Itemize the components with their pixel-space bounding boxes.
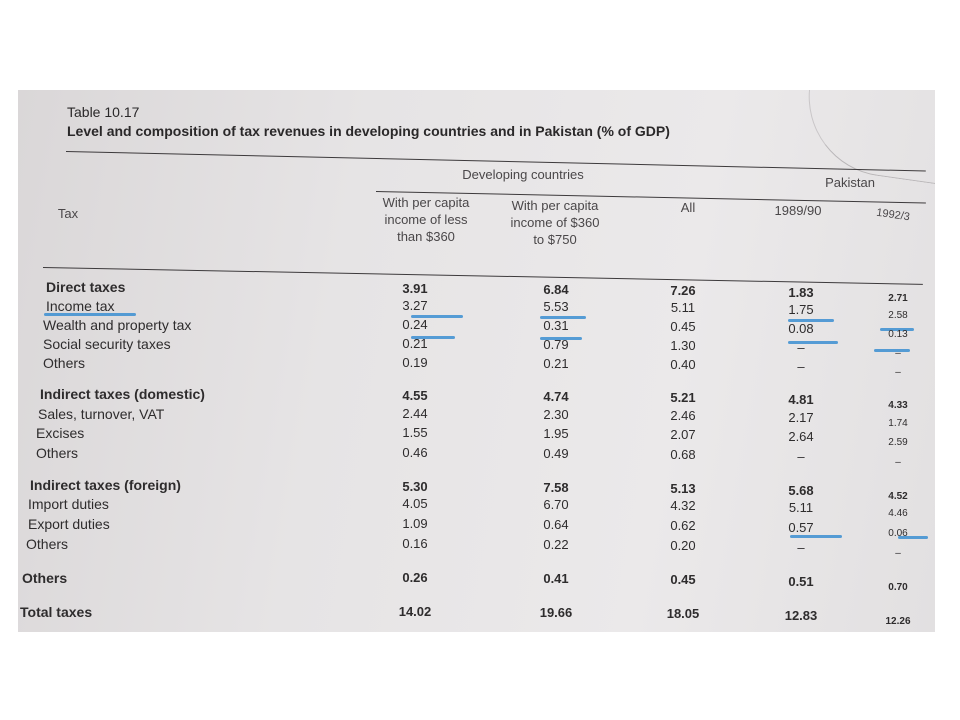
table-cell: 1.09 [402,516,428,531]
table-cell: 5.11 [788,500,814,515]
table-cell: 4.32 [670,498,696,513]
table-cell: 2.71 [888,293,908,304]
row-label: Others [36,445,79,461]
row-label: Excises [36,425,85,441]
table-cell: 0.06 [888,528,908,539]
table-cell: 0.20 [670,538,696,553]
table-number: Table 10.17 [67,104,140,120]
row-label: Income tax [46,298,115,314]
table-cell: 0.08 [788,321,814,336]
table-cell: – [895,367,901,378]
col-dev-low-heading: With per capita income of less than $360 [382,195,470,244]
table-cell: 4.52 [888,491,908,502]
row-label: Import duties [28,496,109,512]
table-cell: 2.44 [402,406,428,421]
row-label: Others [26,536,69,552]
table-cell: 7.26 [670,283,696,298]
table-cell: 0.26 [402,570,428,585]
table-cell: 0.21 [543,356,569,371]
table-cell: 5.13 [670,481,696,496]
table-cell: 0.21 [402,336,428,351]
table-cell: 2.58 [888,310,908,321]
table-cell: 1.83 [788,285,814,300]
table-cell: 2.07 [670,427,696,442]
table-cell: 2.17 [788,410,814,425]
table-cell: 0.51 [788,574,814,589]
table-cell: 2.30 [543,407,569,422]
table-cell: 3.91 [402,281,428,296]
table-cell: – [797,340,805,355]
table-cell: 4.33 [888,400,908,411]
table-cell: 4.81 [788,392,814,407]
table-cell: – [797,359,805,374]
group-pakistan-heading: Pakistan [825,175,875,190]
table-cell: 19.66 [539,605,573,620]
col-tax-heading: Tax [57,206,79,221]
table-cell: 12.26 [885,616,911,627]
table-cell: 5.21 [670,390,696,405]
table-cell: – [797,449,805,464]
table-cell: 0.45 [670,319,696,334]
col-dev-mid-heading: With per capita income of $360 to $750 [510,198,600,247]
col-pk-1992-heading: 1992/3 [875,206,911,224]
row-label: Indirect taxes (foreign) [30,477,181,493]
row-label: Export duties [28,516,110,532]
table-cell: 6.70 [543,497,569,512]
table-cell: 0.64 [543,517,569,532]
table-cell: 1.30 [670,338,696,353]
table-cell: 18.05 [666,606,700,621]
table-cell: 0.16 [402,536,428,551]
table-cell: 3.27 [402,298,428,313]
highlight-export-1989 [790,535,842,538]
table-cell: 0.13 [888,329,908,340]
table-cell: – [895,348,901,359]
group-developing-heading: Developing countries [462,167,584,182]
table-cell: 0.46 [402,445,428,460]
table-cell: 2.46 [670,408,696,423]
row-label: Direct taxes [46,279,126,295]
row-label: Others [22,570,68,586]
table-cell: 1.95 [543,426,569,441]
table-cell: 14.02 [398,604,432,619]
table-cell: 0.57 [788,520,814,535]
header-rule [43,267,923,285]
table-cell: 0.24 [402,317,428,332]
table-cell: – [797,540,805,555]
table-cell: 4.46 [888,508,908,519]
table-cell: 0.62 [670,518,696,533]
table-cell: 1.75 [788,302,814,317]
table-cell: 6.84 [543,282,569,297]
table-cell: 4.55 [402,388,428,403]
table-cell: 4.05 [402,496,428,511]
table-cell: 0.79 [543,337,569,352]
table-cell: 0.45 [670,572,696,587]
table-cell: 2.59 [888,437,908,448]
table-cell: 5.68 [788,483,814,498]
table-cell: 0.31 [543,318,569,333]
table-cell: 12.83 [784,608,818,623]
row-label: Wealth and property tax [43,317,192,333]
table-cell: 0.41 [543,571,569,586]
table-cell: 1.74 [888,418,908,429]
table-cell: 2.64 [788,429,814,444]
table-cell: 0.70 [888,582,908,593]
table-cell: 0.49 [543,446,569,461]
row-label: Indirect taxes (domestic) [40,386,205,402]
col-pk-1989-heading: 1989/90 [774,203,822,218]
row-label: Social security taxes [43,336,171,352]
row-label: Total taxes [20,604,93,620]
row-label: Others [43,355,86,371]
table-cell: 7.58 [543,480,569,495]
table-cell: – [895,548,901,559]
col-dev-all-heading: All [680,200,696,215]
book-page-photo [18,90,935,632]
table-cell: 5.30 [402,479,428,494]
table-cell: 0.40 [670,357,696,372]
table-title: Level and composition of tax revenues in developing countries and in Pakistan (% of GDP) [67,123,670,139]
table-cell: 1.55 [402,425,428,440]
table-cell: 5.11 [670,300,696,315]
table-cell: 0.68 [670,447,696,462]
row-label: Sales, turnover, VAT [38,406,165,422]
table-cell: – [895,457,901,468]
table-cell: 0.19 [402,355,428,370]
table-cell: 4.74 [543,389,569,404]
table-cell: 0.22 [543,537,569,552]
table-cell: 5.53 [543,299,569,314]
